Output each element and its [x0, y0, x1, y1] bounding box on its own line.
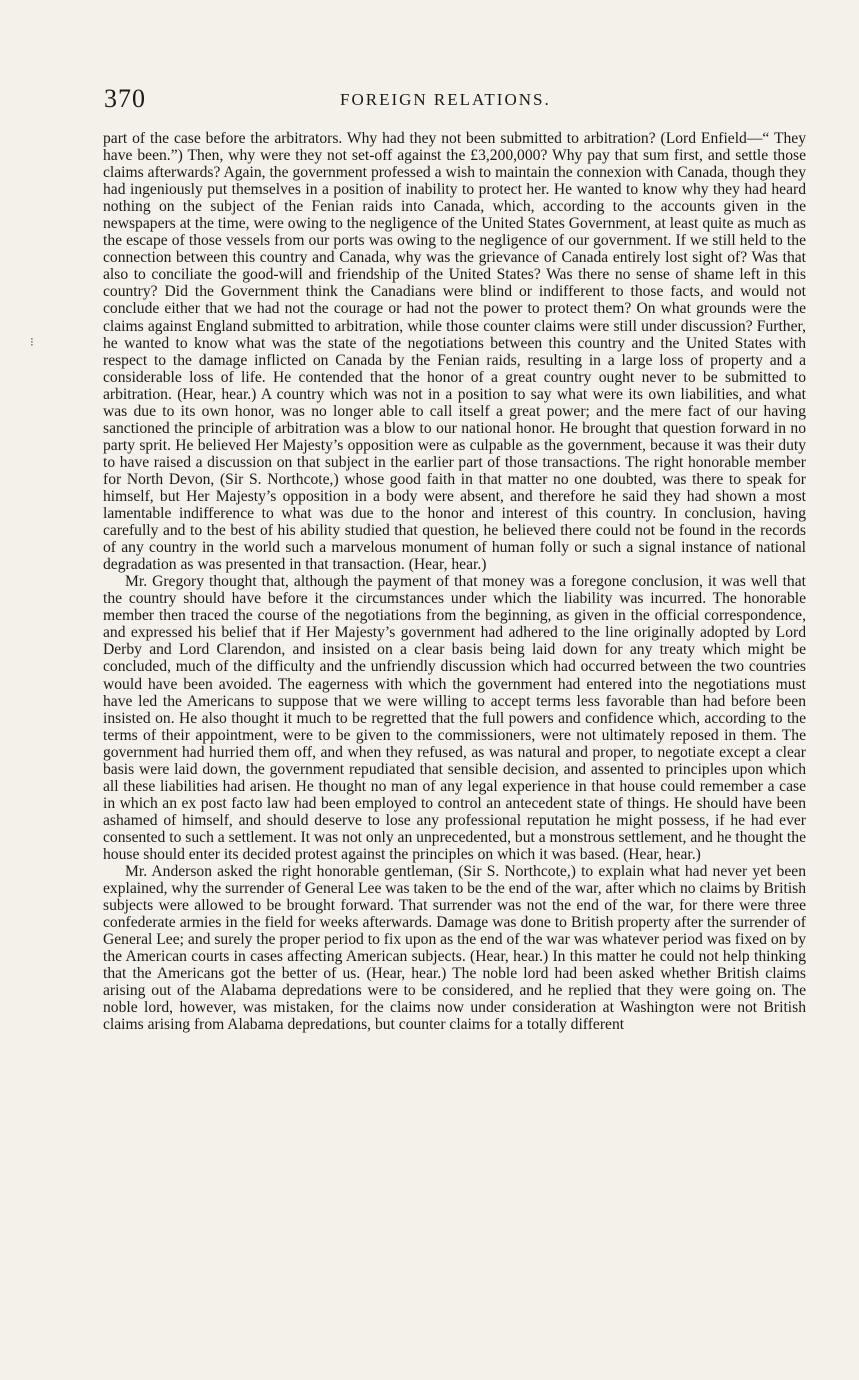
margin-mark-icon: ⁝ [30, 335, 34, 349]
paragraph-anderson: Mr. Anderson asked the right honorable gentleman, (Sir S. Northcote,) to explain what had never yet been explained, why the surrender of General Lee was taken to be the end of the war, after which no claims by British subjects were allowed to be brought forward. That surrender was not the end of the war, for there were three confederate armies in the field for weeks afterwards. Damage was done to British property after the surrender of General Lee; and surely the proper period to fix upon as the end of the war was whatever period was fixed on by the American courts in cases affecting American subjects. (Hear, hear.) In this matter he could not help thinking that the Americans got the better of us. (Hear, hear.) The noble lord had been asked whether British claims arising out of the Alabama depredations were to be considered, and he replied that they were going on. The noble lord, however, was mistaken, for the claims now under consideration at Washington were not British claims arising from Alabama depredations, but counter claims for a totally different [103, 863, 807, 1034]
body-text [103, 130, 806, 1033]
page-header [104, 84, 804, 114]
page-number: 370 [104, 84, 146, 113]
running-head: FOREIGN RELATIONS. [340, 90, 551, 109]
paragraph-gregory: Mr. Gregory thought that, although the payment of that money was a foregone conclusion, it was well that the country should have before it the circumstances under which the liability was incurred. The honorable member then traced the course of the negotiations from the beginning, as given in the official correspondence, and expressed his belief that if Her Majesty’s government had adhered to the line originally adopted by Lord Derby and Lord Clarendon, and insisted on a clear basis being laid down for any treaty which might be concluded, much of the difficulty and the unfriendly discussion which had occurred between the two countries would have been avoided. The eagerness with which the government had entered into the negotiations must have led the Americans to suppose that we were willing to accept terms less favorable than had before been insisted on. He also thought it much to be regretted that the full powers and confidence which, according to the terms of their appointment, were to be given to the commissioners, were not ultimately reposed in them. The government had hurried them off, and when they refused, as was natural and proper, to negotiate except a clear basis were laid down, the government repudiated that sensible decision, and assented to principles upon which all these liabilities had arisen. He thought no man of any legal experience in that house could remember a case in which an ex post facto law had been employed to control an antecedent state of things. He should have been ashamed of himself, and should deserve to lose any professional reputation he might possess, if he had ever consented to such a settlement. It was not only an unprecedented, but a monstrous settlement, and he thought the house should enter its decided protest against the principles on which it was based. (Hear, hear.) [103, 573, 806, 863]
paragraph-continuation: part of the case before the arbitrators. Why had they not been submitted to arbitration? (Lord Enfield—“ They have been.”) Then, why were they not set-off against the £3,200,000? Why pay that sum first, and settle those claims afterwards? Again, the government professed a wish to maintain the connexion with Canada, though they had ingeniously put themselves in a position of inability to protect her. He wanted to know why they had heard nothing on the subject of the Fenian raids into Canada, which, according to the accounts given in the newspapers at the time, were owing to the negligence of the United States Government, at least quite as much as the escape of those vessels from our ports was owing to the negligence of our government. If we still held to the connection between this country and Canada, why was the grievance of Canada entirely lost sight of? Was that also to conciliate the good-will and friendship of the United States? Was there no sense of shame left in this country? Did the Government think the Canadians were blind or indifferent to those facts, and would not conclude either that we had not the courage or had not the power to protect them? On what grounds were the claims against England submitted to arbitration, while those counter claims were still under discussion? Further, he wanted to know what was the state of the negotiations between this country and the United States with respect to the damage inflicted on Canada by the Fenian raids, resulting in a large loss of property and a considerable loss of life. He contended that the honor of a great country ought never to be submitted to arbitration. (Hear, hear.) A country which was not in a position to say what were its own liabilities, and what was due to its own honor, was no longer able to call itself a great power; and the mere fact of our having sanctioned the principle of arbitration was a blow to our national honor. He brought that question forward in no party sprit. He believed Her Majesty’s opposition were as culpable as the government, because it was their duty to have raised a discussion on that subject in the earlier part of those transactions. The right honorable member for North Devon, (Sir S. Northcote,) whose good faith in that matter no one doubted, was there to speak for himself, but Her Majesty’s opposition in a body were absent, and therefore he said they had shown a most lamentable indifference to what was due to the honor and interest of this country. In conclusion, having carefully and to the best of his ability studied that question, he believed there could not be found in the records of any country in the world such a marvelous monument of human folly or such a signal instance of national degradation as was presented in that transaction. (Hear, hear.) [103, 130, 806, 574]
